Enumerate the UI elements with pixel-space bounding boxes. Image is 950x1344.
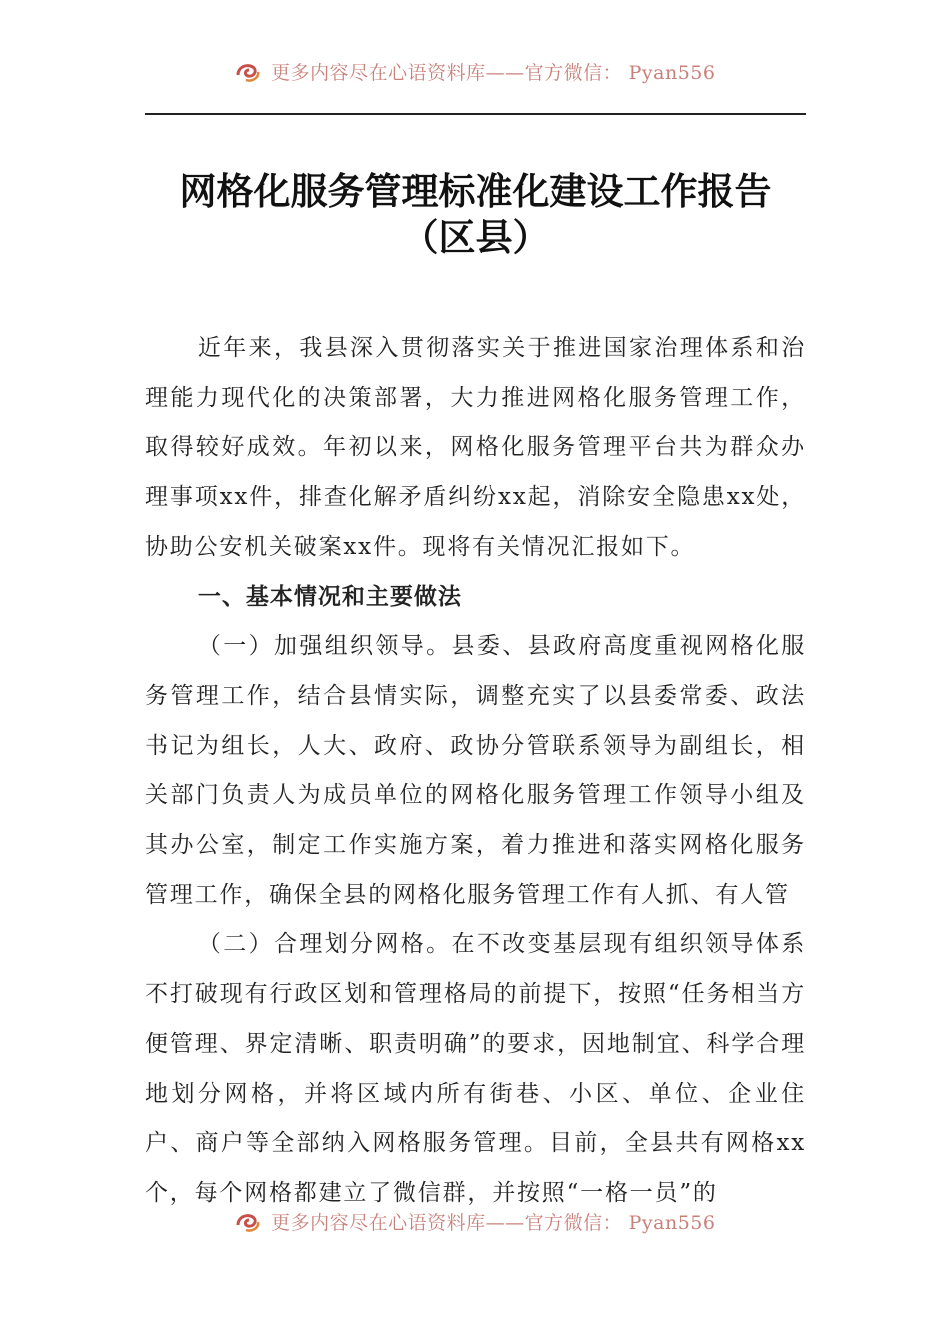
intro-paragraph: 近年来，我县深入贯彻落实关于推进国家治理体系和治理能力现代化的决策部署，大力推进网格化服务管理工作，取得较好成效。年初以来，网格化服务管理平台共为群众办理事项xx件，排查化解矛盾纠纷xx起，消除安全隐患xx处，协助公安机关破案xx件。现将有关情况汇报如下。 [145,335,806,560]
swirl-logo-icon [235,61,261,88]
paragraph-organization: （一）加强组织领导。县委、县政府高度重视网格化服务管理工作，结合县情实际，调整充实了以县委常委、政法书记为组长，人大、政府、政协分管联系领导为副组长，相关部门负责人为成员单位的网格化服务管理工作领导小组及其办公室，制定工作实施方案，着力推进和落实网格化服务管理工作，确保全县的网格化服务管理工作有人抓、有人管 [145,633,806,908]
section-heading: 一、基本情况和主要做法 [197,583,462,610]
document-title: 网格化服务管理标准化建设工作报告（区县） [179,169,772,259]
paragraph-grid-division: （二）合理划分网格。在不改变基层现有组织领导体系不打破现有行政区划和管理格局的前提下，按照“任务相当方便管理、界定清晰、职责明确”的要求，因地制宜、科学合理地划分网格，并将区域内所有街巷、小区、单位、企业住户、商户等全部纳入网格服务管理。目前，全县共有网格xx个，每个网格都建立了微信群，并按照“一格一员”的 [145,931,806,1206]
watermark-text: 更多内容尽在心语资料库——官方微信： Pyan556 [271,1212,716,1234]
swirl-logo-icon [235,1211,261,1238]
header-watermark [0,58,950,88]
watermark-text: 更多内容尽在心语资料库——官方微信： Pyan556 [271,62,716,84]
document-body [145,324,806,1219]
header-rule [145,113,806,115]
footer-watermark [0,1208,950,1238]
